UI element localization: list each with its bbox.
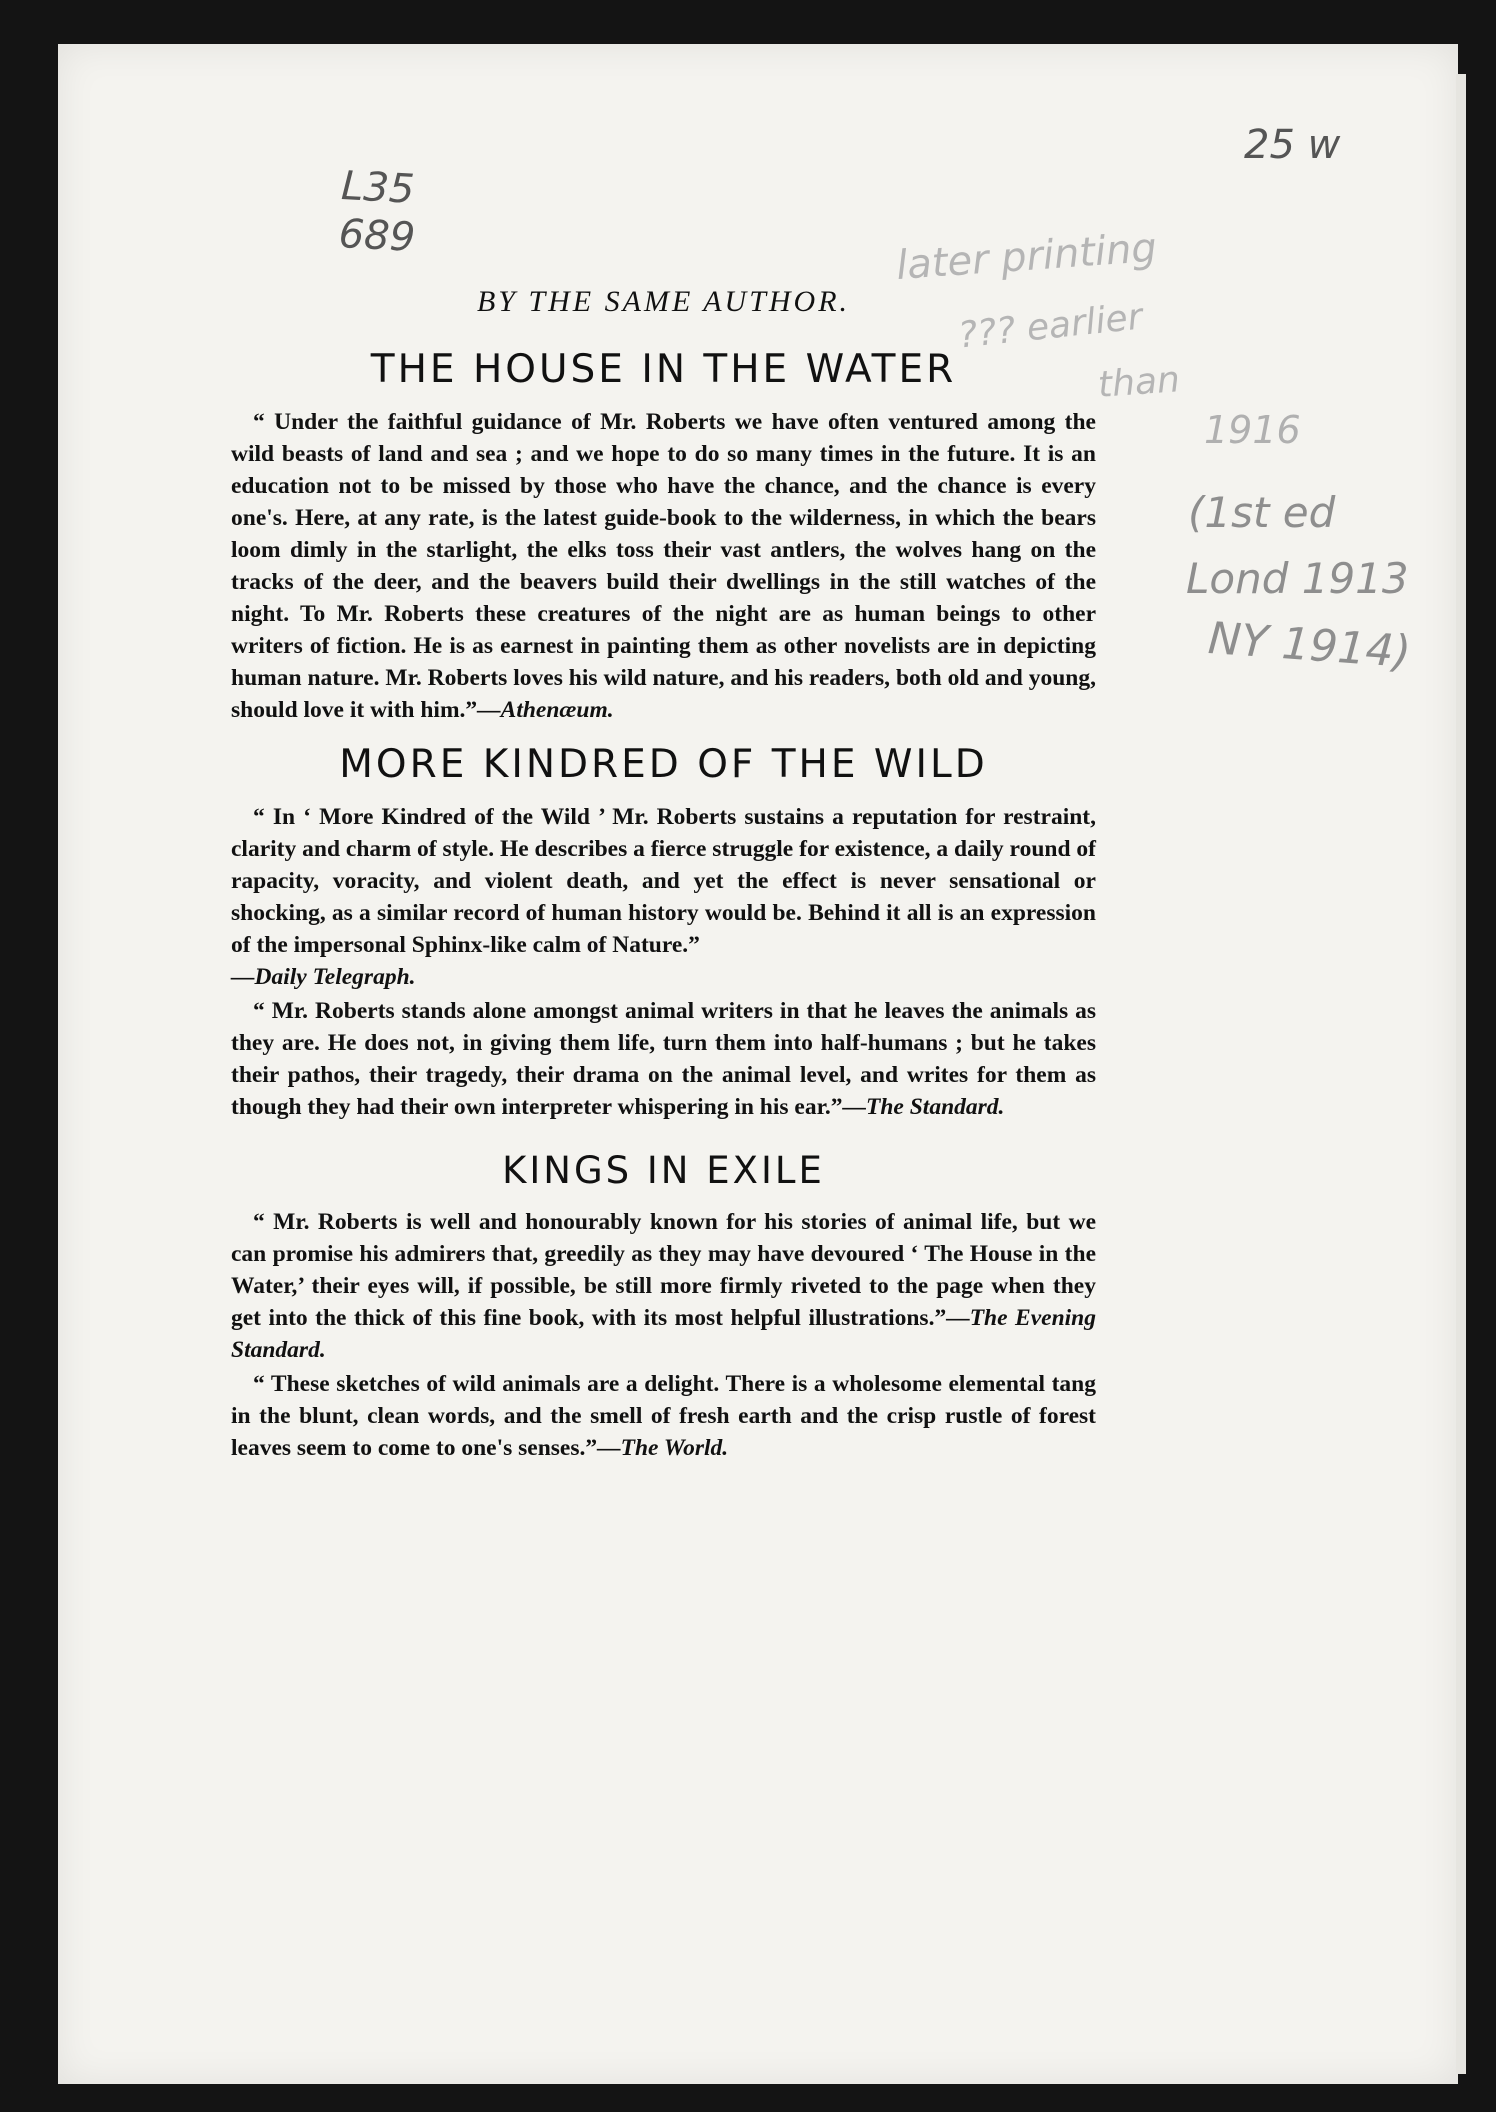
review-source: —The World.	[597, 1435, 729, 1461]
review-text: “ In ‘ More Kindred of the Wild ’ Mr. Roberts sustains a reputation for restraint, clarity and charm of style. He describes a fierce struggle for existence, a daily round of rapacity, voracity, and violent death, and yet the effect is never sensational or shocking, as a similar record of human history would be. Behind it all is an expression of the impersonal Sphinx-like calm of Nature.”	[231, 804, 1096, 958]
review-text: “ Mr. Roberts stands alone amongst animal writers in that he leaves the animals as they are. He does not, in giving them life, turn them into half-humans ; but he takes their pathos, their tragedy, their drama on the animal level, and writes for them as though they had their own interpreter whispering in his ear.”	[231, 998, 1096, 1120]
pencil-note-london: Lond 1913	[1186, 554, 1409, 603]
pencil-note-new-york: NY 1914)	[1206, 612, 1413, 679]
review-quote	[231, 1206, 1096, 1366]
review-source: —The Evening Standard.	[231, 1305, 1096, 1363]
review-quote	[231, 1368, 1096, 1464]
review-text: “ These sketches of wild animals are a delight. There is a wholesome elemental tang in the blunt, clean words, and the smell of fresh earth and the crisp rustle of forest leaves seem to come to one's senses.”	[231, 1371, 1096, 1461]
main-text	[231, 285, 1096, 1464]
book-section-house-in-the-water	[231, 347, 1096, 726]
page-edge	[1456, 74, 1466, 2074]
review-text: “ Mr. Roberts is well and honourably known for his stories of animal life, but we can promise his admirers that, greedily as they may have devoured ‘ The House in the Water,’ their eyes will, if possible, be still more firmly riveted to the page when they get into the thick of this fine book, with its most helpful illustrations.”	[231, 1209, 1096, 1331]
book-title: KINGS IN EXILE	[502, 1149, 825, 1192]
book-section-more-kindred	[231, 742, 1096, 1123]
pencil-note-first-edition: (1st ed	[1188, 488, 1336, 537]
pencil-note-call-number: L35 689	[337, 163, 417, 261]
review-source: —The Standard.	[842, 1094, 1005, 1120]
pencil-note-than: than	[1096, 359, 1182, 406]
review-source: —Daily Telegraph.	[231, 964, 416, 990]
byline: BY THE SAME AUTHOR.	[476, 285, 851, 318]
review-text: “ Under the faithful guidance of Mr. Roberts we have often ventured among the wild beasts of land and sea ; and we hope to do so many times in the future. It is an education not to be missed by those who have the chance, and the chance is every one's. Here, at any rate, is the latest guide-book to the wilderness, in which the bears loom dimly in the starlight, the elks toss their vast antlers, the wolves hang on the tracks of the deer, and the beavers build their dwellings in the still watches of the night. To Mr. Roberts these creatures of the night are as human beings to other writers of fiction. He is as earnest in painting them as other novelists are in depicting human nature. Mr. Roberts loves his wild nature, and his readers, both old and young, should love it with him.”	[231, 409, 1096, 723]
review-source: —Athenæum.	[477, 697, 614, 723]
pencil-note-year: 1916	[1204, 408, 1301, 452]
book-section-kings-in-exile	[231, 1149, 1096, 1464]
review-quote	[231, 801, 1096, 993]
review-quote	[231, 406, 1096, 726]
book-title: THE HOUSE IN THE WATER	[370, 347, 957, 392]
book-title: MORE KINDRED OF THE WILD	[339, 742, 988, 787]
pencil-note-later-printing: later printing	[894, 224, 1159, 290]
pencil-note-earlier: ??? earlier	[956, 296, 1145, 357]
review-quote	[231, 995, 1096, 1123]
pencil-note-price: 25 w	[1244, 122, 1341, 168]
